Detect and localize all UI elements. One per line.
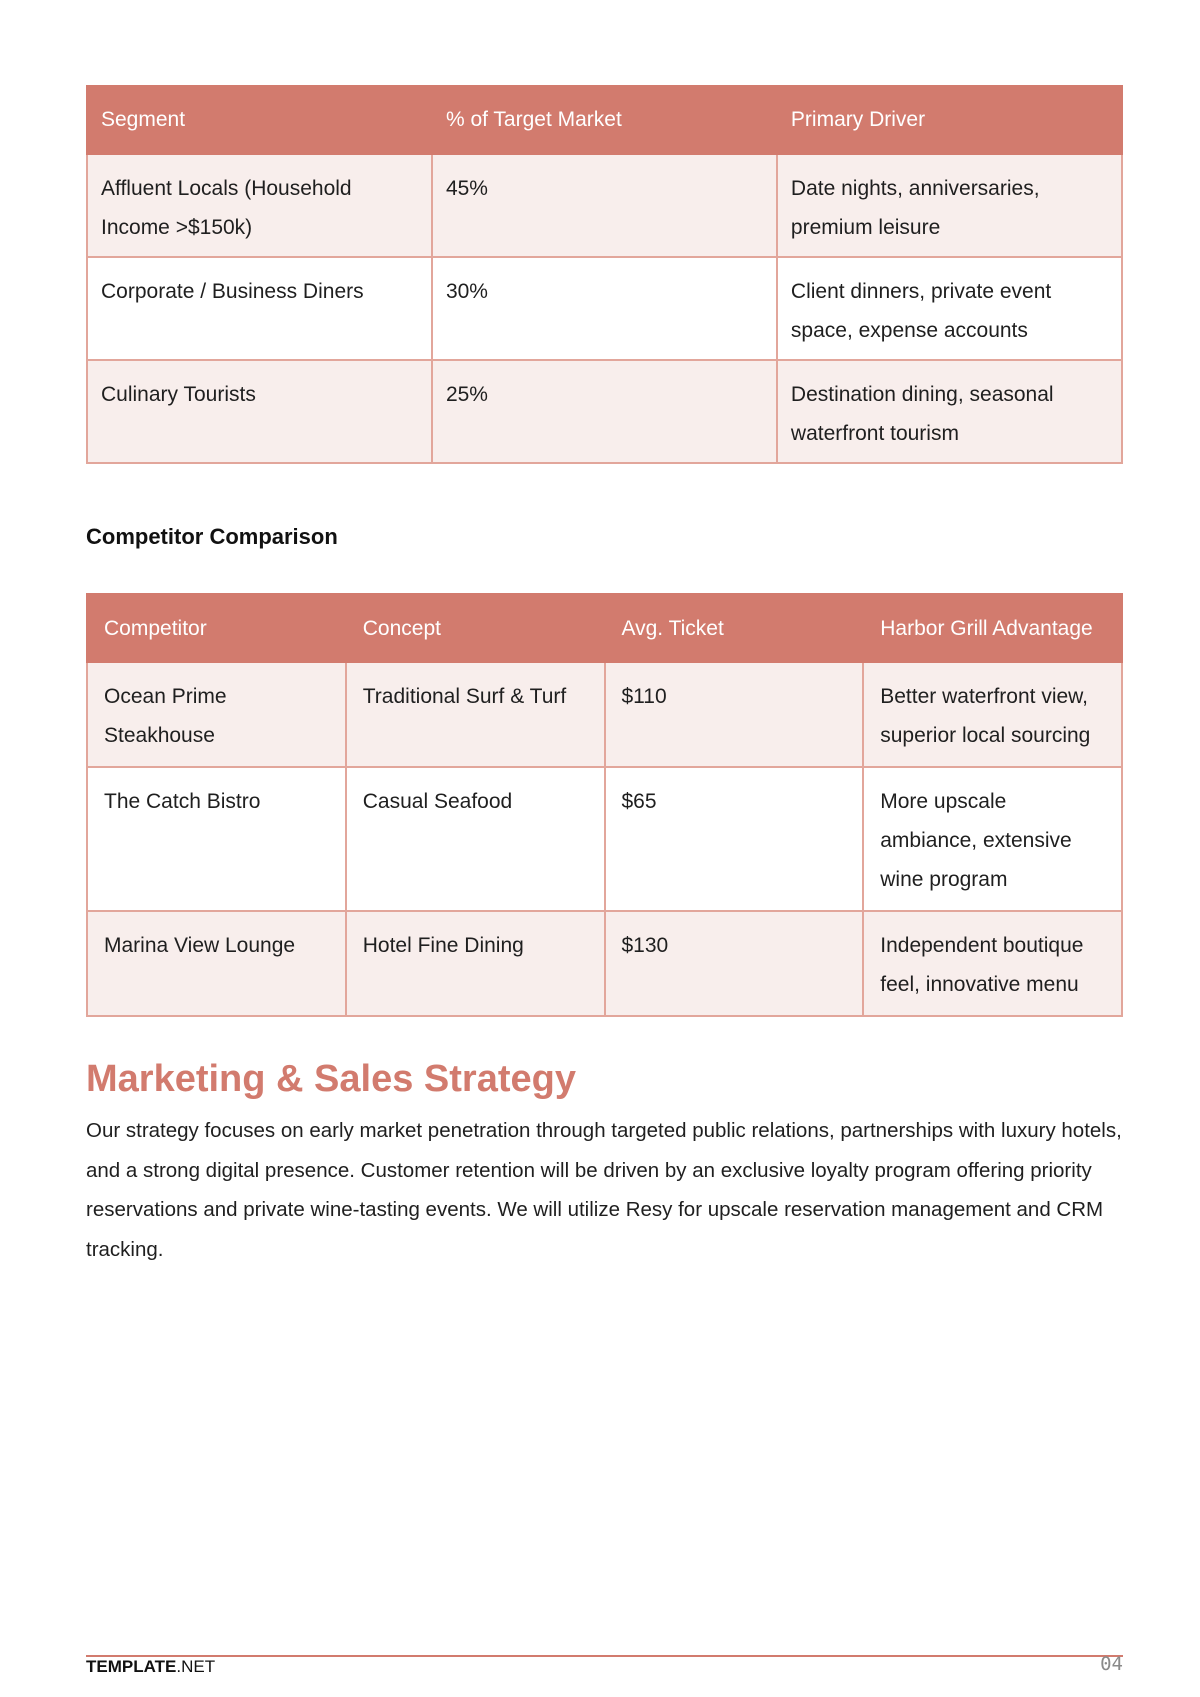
segments-table [86,85,1123,464]
segments-header-driver: Primary Driver [777,86,1122,154]
advantage-cell: Better waterfront view, superior local sourcing [863,662,1122,767]
table-row [87,154,1122,257]
competitor-table [86,593,1123,1017]
footer-brand-logo [86,1656,215,1678]
table-row [87,662,1122,767]
competitor-cell: The Catch Bistro [87,767,346,911]
percent-cell: 25% [432,360,777,463]
marketing-section-title: Marketing & Sales Strategy [86,1058,576,1100]
footer-brand-rest: .NET [176,1657,216,1676]
competitor-header-ticket: Avg. Ticket [605,594,864,662]
ticket-cell: $110 [605,662,864,767]
concept-cell: Hotel Fine Dining [346,911,605,1016]
driver-cell: Destination dining, seasonal waterfront tourism [777,360,1122,463]
competitor-header-name: Competitor [87,594,346,662]
segments-header-row [87,86,1122,154]
driver-cell: Client dinners, private event space, expense accounts [777,257,1122,360]
competitor-header-row [87,594,1122,662]
percent-cell: 45% [432,154,777,257]
segments-header-percent: % of Target Market [432,86,777,154]
segment-cell: Affluent Locals (Household Income >$150k) [87,154,432,257]
table-row [87,360,1122,463]
footer-brand-bold: TEMPLATE [86,1657,177,1676]
ticket-cell: $130 [605,911,864,1016]
segments-header-segment: Segment [87,86,432,154]
segment-cell: Culinary Tourists [87,360,432,463]
table-row [87,257,1122,360]
concept-cell: Traditional Surf & Turf [346,662,605,767]
marketing-paragraph: Our strategy focuses on early market penetration through targeted public relations, partnerships with luxury hotels, and a strong digital presence. Customer retention will be driven by an exclusive loyalty program offering priority reservations and private wine-tasting events. We will utilize Resy for upscale reservation management and CRM tracking. [86,1119,1122,1261]
document-page [86,85,1123,1269]
driver-cell: Date nights, anniversaries, premium leisure [777,154,1122,257]
competitor-comparison-heading: Competitor Comparison [86,524,338,549]
advantage-cell: Independent boutique feel, innovative menu [863,911,1122,1016]
advantage-cell: More upscale ambiance, extensive wine program [863,767,1122,911]
competitor-cell: Ocean Prime Steakhouse [87,662,346,767]
table-row [87,767,1122,911]
competitor-header-concept: Concept [346,594,605,662]
percent-cell: 30% [432,257,777,360]
competitor-header-advantage: Harbor Grill Advantage [863,594,1122,662]
ticket-cell: $65 [605,767,864,911]
concept-cell: Casual Seafood [346,767,605,911]
competitor-cell: Marina View Lounge [87,911,346,1016]
footer-divider [86,1655,1123,1657]
page-number: 04 [1100,1653,1123,1675]
table-row [87,911,1122,1016]
segment-cell: Corporate / Business Diners [87,257,432,360]
